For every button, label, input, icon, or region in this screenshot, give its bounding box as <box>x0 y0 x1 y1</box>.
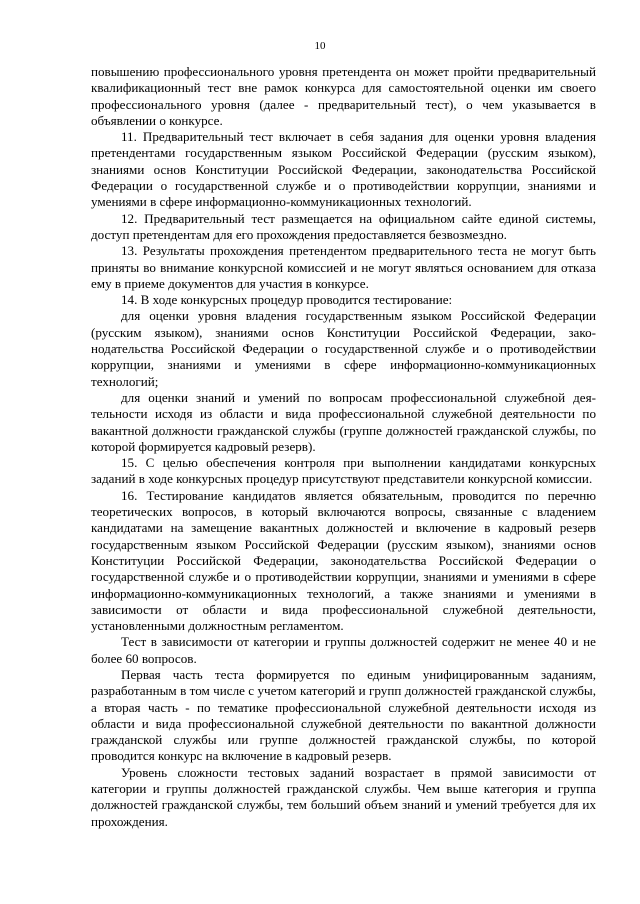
paragraph-test-difficulty: Уровень сложности тестовых заданий возрастает в прямой зависимости от категории и группы должностей гражданской службы. Чем выше категория и группа должностей гражданской службы, тем больший объем знаний и умений требуется для их прохождения. <box>91 764 596 829</box>
paragraph-clause-12: 12. Предварительный тест размещается на официальном сайте единой системы, доступ претендентам для его прохождения предоставляется безвозмездно. <box>91 210 596 242</box>
paragraph-clause-14-item-2: для оценки знаний и умений по вопросам профессиональной служебной деятельности исходя из области и вида профессиональной служебной деятельности по вакантной должности гражданской службы (группе должностей гражданской службы, по которой формируется кадровый резерв). <box>91 389 596 454</box>
paragraph-test-size: Тест в зависимости от категории и группы должностей содержит не менее 40 и не более 60 вопросов. <box>91 634 596 666</box>
paragraph-continuation: повышению профессионального уровня претендента он может пройти предварительный квалификационный тест вне рамок конкурса для самостоятельной оценки им своего профессионального уровня (далее - предварительный тест), о чем указывается в объявлении о конкурсе. <box>91 64 596 128</box>
paragraph-test-parts: Первая часть теста формируется по единым унифицированным заданиям, разработанным в том числе с учетом категорий и групп должностей гражданской службы, а вторая часть - по тематике профессиональной служебной деятельности исходя из области и вида профессиональной служебной деятельности по вакантной должности гражданской службы или группе должностей гражданской службы, по которой проводится конкурс на включение в кадровый резерв. <box>91 666 596 764</box>
paragraph-clause-16: 16. Тестирование кандидатов является обязательным, проводится по перечню теоретических вопросов, в который включаются вопросы, связанные с владением кандидатами на замещение вакантных должностей и включение в кадровый резерв государственным языком Российской Федерации (русским языком), знаниями основ Конституции Российской Федерации, законодательства Российской Федерации о государственной службе и о противодействии коррупции, знаниями и умениями в сфере информационно-коммуникационных технологий, а также знаниями и умениями в зависимости от области и вида профессиональной служебной деятельности, установленными должностным регламентом. <box>91 487 596 634</box>
paragraph-clause-15: 15. С целью обеспечения контроля при выполнении кандидатами конкурсных заданий в ходе конкурсных процедур присутствуют представители конкурсной комиссии. <box>91 455 596 487</box>
page-number: 10 <box>314 40 326 52</box>
paragraph-clause-13: 13. Результаты прохождения претендентом предварительного теста не могут быть приняты во внимание конкурсной комиссией и не могут являться основанием для отказа ему в приеме документов для участия в конкурсе. <box>91 243 596 291</box>
document-body <box>91 64 596 830</box>
paragraph-clause-14-item-1: для оценки уровня владения государственным языком Российской Федерации (русским языком), знаниями основ Конституции Российской Федерации, законодательства Российской Федерации о государственной службе и о противодействии коррупции, знаниями и умениями в сфере информационно-коммуникационных технологий; <box>91 308 596 389</box>
paragraph-clause-14: 14. В ходе конкурсных процедур проводится тестирование: <box>121 292 453 308</box>
paragraph-clause-11: 11. Предварительный тест включает в себя задания для оценки уровня владения претендентами государственным языком Российской Федерации (русским языком), знаниями основ Конституции Российской Федерации, законодательства Российской Федерации о государственной службе и о противодействии коррупции, знаниями и умениями в сфере информационно-коммуникационных технологий. <box>91 129 596 210</box>
